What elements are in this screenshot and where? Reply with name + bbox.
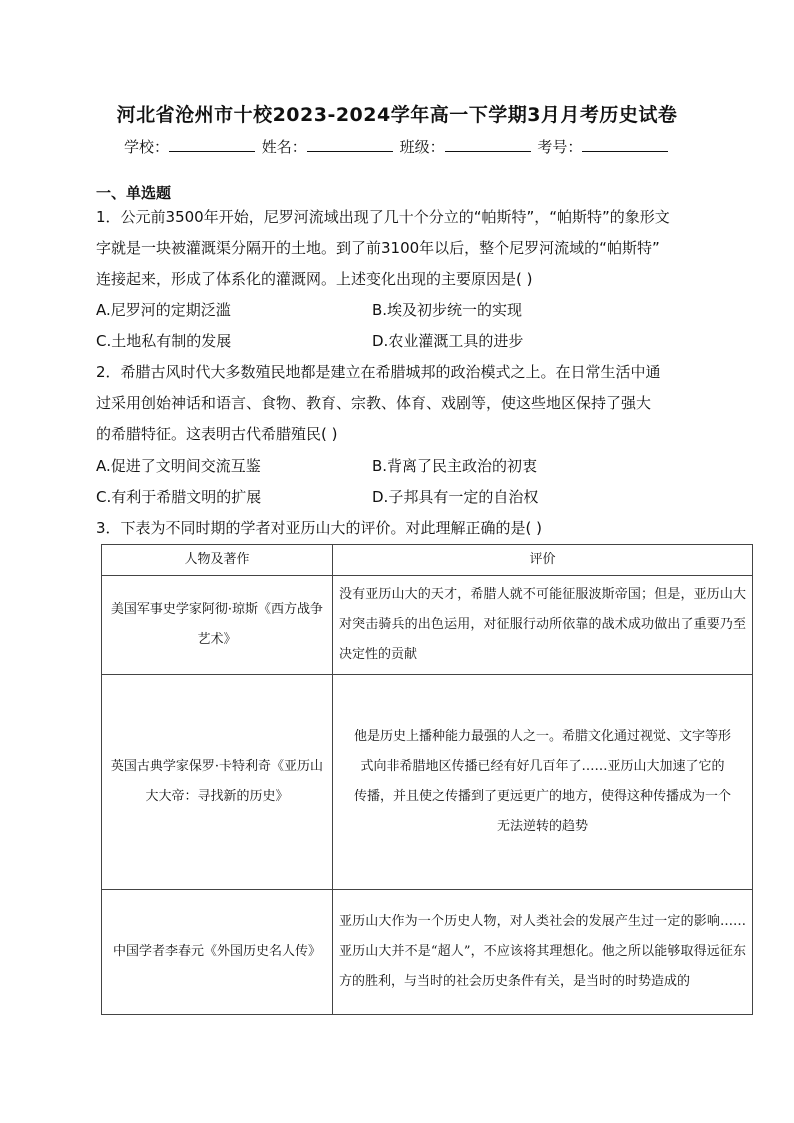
question-2-line-2: 过采用创始神话和语言、食物、教育、宗教、体育、戏剧等，使这些地区保持了强大 — [96, 394, 652, 412]
table-cell-person: 美国军事史学家阿彻·琼斯《西方战争艺术》 — [102, 576, 333, 675]
table-row — [102, 675, 753, 890]
question-2-line-3: 的希腊特征。这表明古代希腊殖民( ) — [96, 425, 338, 443]
school-label: 学校： — [124, 138, 170, 156]
question-3-line-1: 3．下表为不同时期的学者对亚历山大的评价。对此理解正确的是( ) — [96, 519, 543, 537]
exam-number-blank[interactable] — [582, 137, 668, 152]
question-1-option-d[interactable]: D.农业灌溉工具的进步 — [372, 332, 524, 350]
table-cell-evaluation: 没有亚历山大的天才，希腊人就不可能征服波斯帝国；但是，亚历山大对突击骑兵的出色运用，对征服行动所依靠的战术成功做出了重要乃至决定性的贡献 — [333, 576, 753, 675]
evaluation-line: 传播，并且使之传播到了更远更广的地方，使得这种传播成为一个 — [353, 789, 731, 804]
student-info-fields — [124, 136, 670, 157]
evaluation-table — [101, 544, 753, 1015]
question-1-line-1: 1．公元前3500年开始，尼罗河流域出现了几十个分立的“帕斯特”，“帕斯特”的象形文 — [96, 208, 670, 226]
name-blank[interactable] — [307, 137, 393, 152]
table-cell-evaluation: 亚历山大作为一个历史人物，对人类社会的发展产生过一定的影响……亚历山大并不是“超人”，不应该将其理想化。他之所以能够取得远征东方的胜利，与当时的社会历史条件有关，是当时的时势造成的 — [333, 890, 753, 1015]
table-row — [102, 576, 753, 675]
table-cell-evaluation — [333, 675, 753, 890]
question-2-line-1: 2．希腊古风时代大多数殖民地都是建立在希腊城邦的政治模式之上。在日常生活中通 — [96, 363, 661, 381]
exam-number-label: 考号： — [537, 138, 583, 156]
school-blank[interactable] — [169, 137, 255, 152]
question-1-option-b[interactable]: B.埃及初步统一的实现 — [372, 301, 523, 319]
question-2-option-c[interactable]: C.有利于希腊文明的扩展 — [96, 488, 262, 506]
question-1-line-3: 连接起来，形成了体系化的灌溉网。上述变化出现的主要原因是( ) — [96, 270, 533, 288]
question-2-option-d[interactable]: D.子邦具有一定的自治权 — [372, 488, 539, 506]
table-header-person: 人物及著作 — [102, 545, 333, 576]
table-cell-person: 中国学者李春元《外国历史名人传》 — [102, 890, 333, 1015]
table-cell-person: 英国古典学家保罗·卡特利奇《亚历山大大帝：寻找新的历史》 — [102, 675, 333, 890]
question-2-option-b[interactable]: B.背离了民主政治的初衷 — [372, 457, 538, 475]
evaluation-line: 式向非希腊地区传播已经有好几百年了……亚历山大加速了它的 — [360, 759, 725, 774]
question-1-option-c[interactable]: C.土地私有制的发展 — [96, 332, 232, 350]
table-header-row — [102, 545, 753, 576]
section-heading: 一、单选题 — [96, 184, 172, 202]
table-row — [102, 890, 753, 1015]
question-1-option-a[interactable]: A.尼罗河的定期泛滥 — [96, 301, 231, 319]
question-1-line-2: 字就是一块被灌溉渠分隔开的土地。到了前3100年以后，整个尼罗河流域的“帕斯特” — [96, 239, 660, 257]
class-label: 班级： — [399, 138, 445, 156]
class-blank[interactable] — [445, 137, 531, 152]
evaluation-line: 无法逆转的趋势 — [496, 819, 588, 834]
table-header-evaluation: 评价 — [333, 545, 753, 576]
page-title: 河北省沧州市十校2023-2024学年高一下学期3月月考历史试卷 — [116, 104, 678, 126]
question-2-option-a[interactable]: A.促进了文明间交流互鉴 — [96, 457, 261, 475]
evaluation-line: 他是历史上播种能力最强的人之一。希腊文化通过视觉、文字等形 — [353, 729, 731, 744]
name-label: 姓名： — [261, 138, 307, 156]
